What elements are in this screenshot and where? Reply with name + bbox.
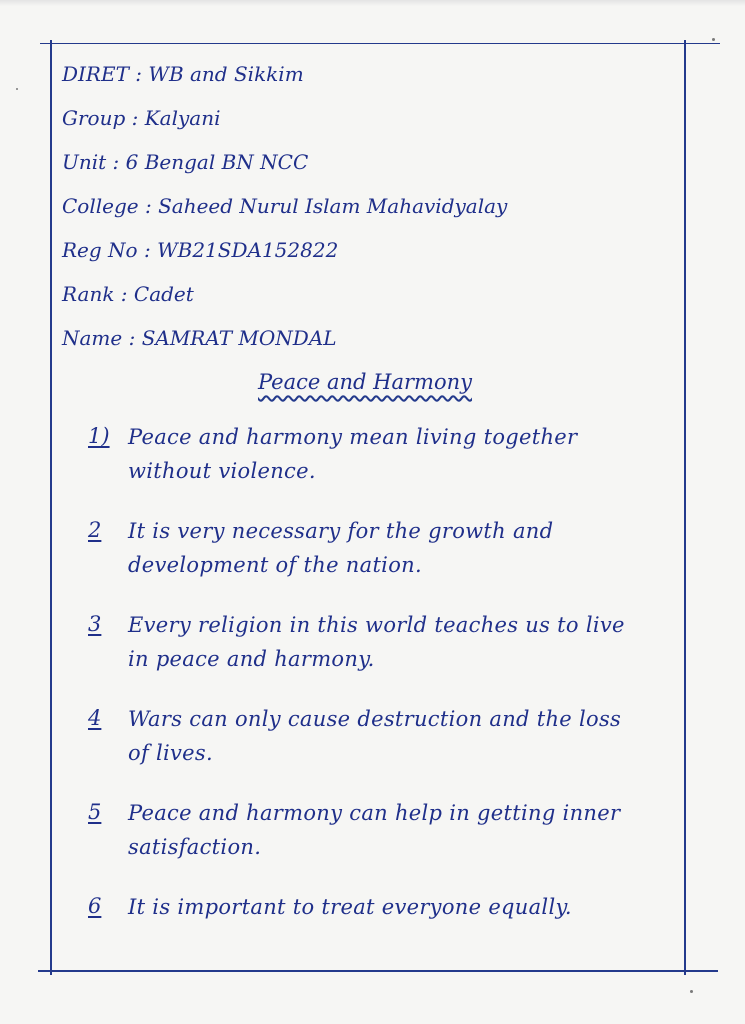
detail-label: Rank — [62, 282, 115, 306]
detail-label: Unit — [62, 150, 107, 174]
right-margin-line — [684, 40, 686, 975]
detail-value: Saheed Nurul Islam Mahavidyalay — [158, 194, 508, 218]
point-number: 3 — [88, 612, 102, 636]
detail-label: Group — [62, 106, 126, 130]
point-text: It is important to treat everyone equally. — [128, 895, 572, 919]
detail-line-directorate: DIRET : WB and Sikkim — [62, 62, 304, 86]
detail-label: Name — [62, 326, 123, 350]
point-text: Peace and harmony can help in getting inner satisfaction. — [128, 801, 621, 859]
detail-label: Reg No — [62, 238, 138, 262]
essay-points — [88, 420, 648, 950]
essay-title: Peace and Harmony — [258, 370, 472, 394]
point-number: 2 — [88, 518, 102, 542]
detail-value: Cadet — [133, 282, 194, 306]
detail-line-unit: Unit : 6 Bengal BN NCC — [62, 150, 309, 174]
point-text: Wars can only cause destruction and the loss of lives. — [128, 707, 622, 765]
detail-value: WB and Sikkim — [148, 62, 304, 86]
list-item — [88, 702, 648, 770]
point-text: It is very necessary for the growth and development of the nation. — [128, 519, 554, 577]
point-number: 6 — [88, 894, 102, 918]
detail-line-rank: Rank : Cadet — [62, 282, 194, 306]
detail-value: SAMRAT MONDAL — [141, 326, 337, 350]
detail-label: College — [62, 194, 139, 218]
cadet-details — [62, 52, 662, 360]
detail-value: WB21SDA152822 — [157, 238, 339, 262]
paper-edge — [0, 0, 745, 6]
bottom-margin-line — [38, 970, 718, 972]
scan-speck — [16, 88, 18, 90]
list-item — [88, 796, 648, 864]
list-item — [88, 890, 648, 924]
point-text: Every religion in this world teaches us to live in peace and harmony. — [128, 613, 625, 671]
detail-line-name: Name : SAMRAT MONDAL — [62, 326, 337, 350]
scan-speck — [690, 990, 693, 993]
list-item — [88, 514, 648, 582]
list-item — [88, 420, 648, 488]
left-margin-line — [50, 40, 52, 975]
point-text: Peace and harmony mean living together without violence. — [128, 425, 578, 483]
scan-speck — [712, 38, 715, 41]
top-margin-line — [40, 43, 720, 44]
detail-line-reg-no: Reg No : WB21SDA152822 — [62, 238, 339, 262]
detail-value: 6 Bengal BN NCC — [125, 150, 309, 174]
list-item — [88, 608, 648, 676]
point-number: 5 — [88, 800, 102, 824]
detail-value: Kalyani — [144, 106, 221, 130]
detail-line-group: Group : Kalyani — [62, 106, 221, 130]
detail-line-college: College : Saheed Nurul Islam Mahavidyalay — [62, 194, 508, 218]
point-number: 1) — [88, 424, 110, 448]
detail-label: DIRET — [62, 62, 129, 86]
point-number: 4 — [88, 706, 102, 730]
